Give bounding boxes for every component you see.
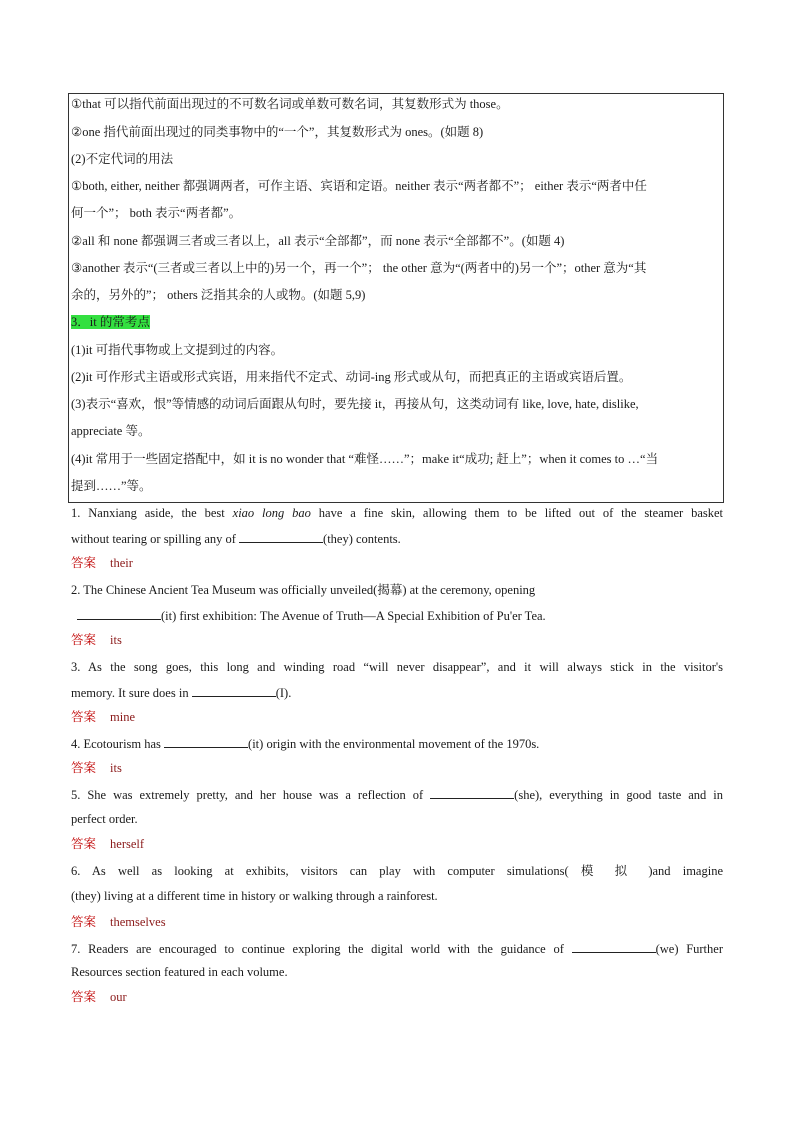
question-4-line: 4. Ecotourism has (it) origin with the environmental movement of the 1970s. xyxy=(71,737,540,751)
question-6-line: (they) living at a different time in history or walking through a rainforest. xyxy=(71,889,438,903)
answer-label: 答案 xyxy=(71,556,97,570)
answer-row xyxy=(71,632,723,648)
question-6-line: 6. As well as looking at exhibits, visitors can play with computer simulations( 模 拟 )and imagine xyxy=(71,864,723,878)
highlighted-heading: 3．it 的常考点 xyxy=(71,315,150,329)
answer-label: 答案 xyxy=(71,915,97,929)
question-1-line: 1. Nanxiang aside, the best xiao long bao have a fine skin, allowing them to be lifted out of the steamer basket xyxy=(71,506,724,520)
note-line: ③another 表示“(三者或三者以上中的)另一个，再一个”； the other 意为“(两者中的)另一个”；other 意为“其 xyxy=(71,261,647,275)
question-3-line: memory. It sure does in (I). xyxy=(71,686,292,700)
note-line: 何一个”； both 表示“两者都”。 xyxy=(71,206,242,220)
question-5-line: 5. She was extremely pretty, and her house was a reflection of (she), everything in good taste and in xyxy=(71,788,723,802)
answer-blank[interactable] xyxy=(430,786,514,799)
question-5-line: perfect order. xyxy=(71,812,138,826)
note-line: (2)it 可作形式主语或形式宾语，用来指代不定式、动词-ing 形式或从句，而把真正的主语或宾语后置。 xyxy=(71,370,632,384)
answer-label: 答案 xyxy=(71,761,97,775)
note-heading: (2)不定代词的用法 xyxy=(71,152,174,166)
answer-value: our xyxy=(110,990,127,1004)
question-7-line: 7. Readers are encouraged to continue exploring the digital world with the guidance of (we) Further xyxy=(71,942,723,956)
answer-row xyxy=(71,760,723,776)
answer-value: mine xyxy=(110,710,136,724)
answer-label: 答案 xyxy=(71,710,97,724)
answer-row xyxy=(71,989,723,1005)
note-line: ①that 可以指代前面出现过的不可数名词或单数可数名词，其复数形式为 those。 xyxy=(71,97,509,111)
answer-value: herself xyxy=(110,837,145,851)
question-3-line: 3. As the song goes, this long and winding road “will never disappear”, and it will always stick in the visitor's xyxy=(71,660,723,674)
section-heading xyxy=(71,314,723,330)
answer-blank[interactable] xyxy=(192,684,276,697)
note-line: appreciate 等。 xyxy=(71,424,151,438)
question-2-line: (it) first exhibition: The Avenue of Truth—A Special Exhibition of Pu'er Tea. xyxy=(71,607,723,624)
note-line: ①both, either, neither 都强调两者，可作主语、宾语和定语。neither 表示“两者都不”； either 表示“两者中任 xyxy=(71,179,647,193)
answer-value: themselves xyxy=(110,915,166,929)
answer-row xyxy=(71,555,723,571)
note-line: ②all 和 none 都强调三者或三者以上，all 表示“全部都”，而 none 表示“全部都不”。(如题 4) xyxy=(71,234,565,248)
note-line: 余的，另外的”； others 泛指其余的人或物。(如题 5,9) xyxy=(71,288,366,302)
answer-row xyxy=(71,709,723,725)
note-line: (1)it 可指代事物或上文提到过的内容。 xyxy=(71,343,284,357)
answer-blank[interactable] xyxy=(164,735,248,748)
answer-label: 答案 xyxy=(71,837,97,851)
answer-blank[interactable] xyxy=(239,530,323,543)
answer-label: 答案 xyxy=(71,990,97,1004)
answer-blank[interactable] xyxy=(77,607,161,620)
answer-row xyxy=(71,836,723,852)
question-2-line: 2. The Chinese Ancient Tea Museum was officially unveiled(揭幕) at the ceremony, opening xyxy=(71,583,536,597)
note-line: 提到……”等。 xyxy=(71,479,152,493)
answer-value: their xyxy=(110,556,133,570)
answer-row xyxy=(71,914,723,930)
note-line: ②one 指代前面出现过的同类事物中的“一个”，其复数形式为 ones。(如题 8) xyxy=(71,125,484,139)
answer-value: its xyxy=(110,633,122,647)
answer-blank[interactable] xyxy=(572,940,656,953)
note-line: (4)it 常用于一些固定搭配中，如 it is no wonder that “难怪……”；make it“成功; 赶上”；when it comes to …“当 xyxy=(71,452,659,466)
question-7-line: Resources section featured in each volume. xyxy=(71,965,288,979)
answer-value: its xyxy=(110,761,122,775)
note-line: (3)表示“喜欢，恨”等情感的动词后面跟从句时，要先接 it，再接从句，这类动词有 like, love, hate, dislike, xyxy=(71,397,639,411)
answer-label: 答案 xyxy=(71,633,97,647)
question-1-line: without tearing or spilling any of (they) contents. xyxy=(71,532,401,546)
